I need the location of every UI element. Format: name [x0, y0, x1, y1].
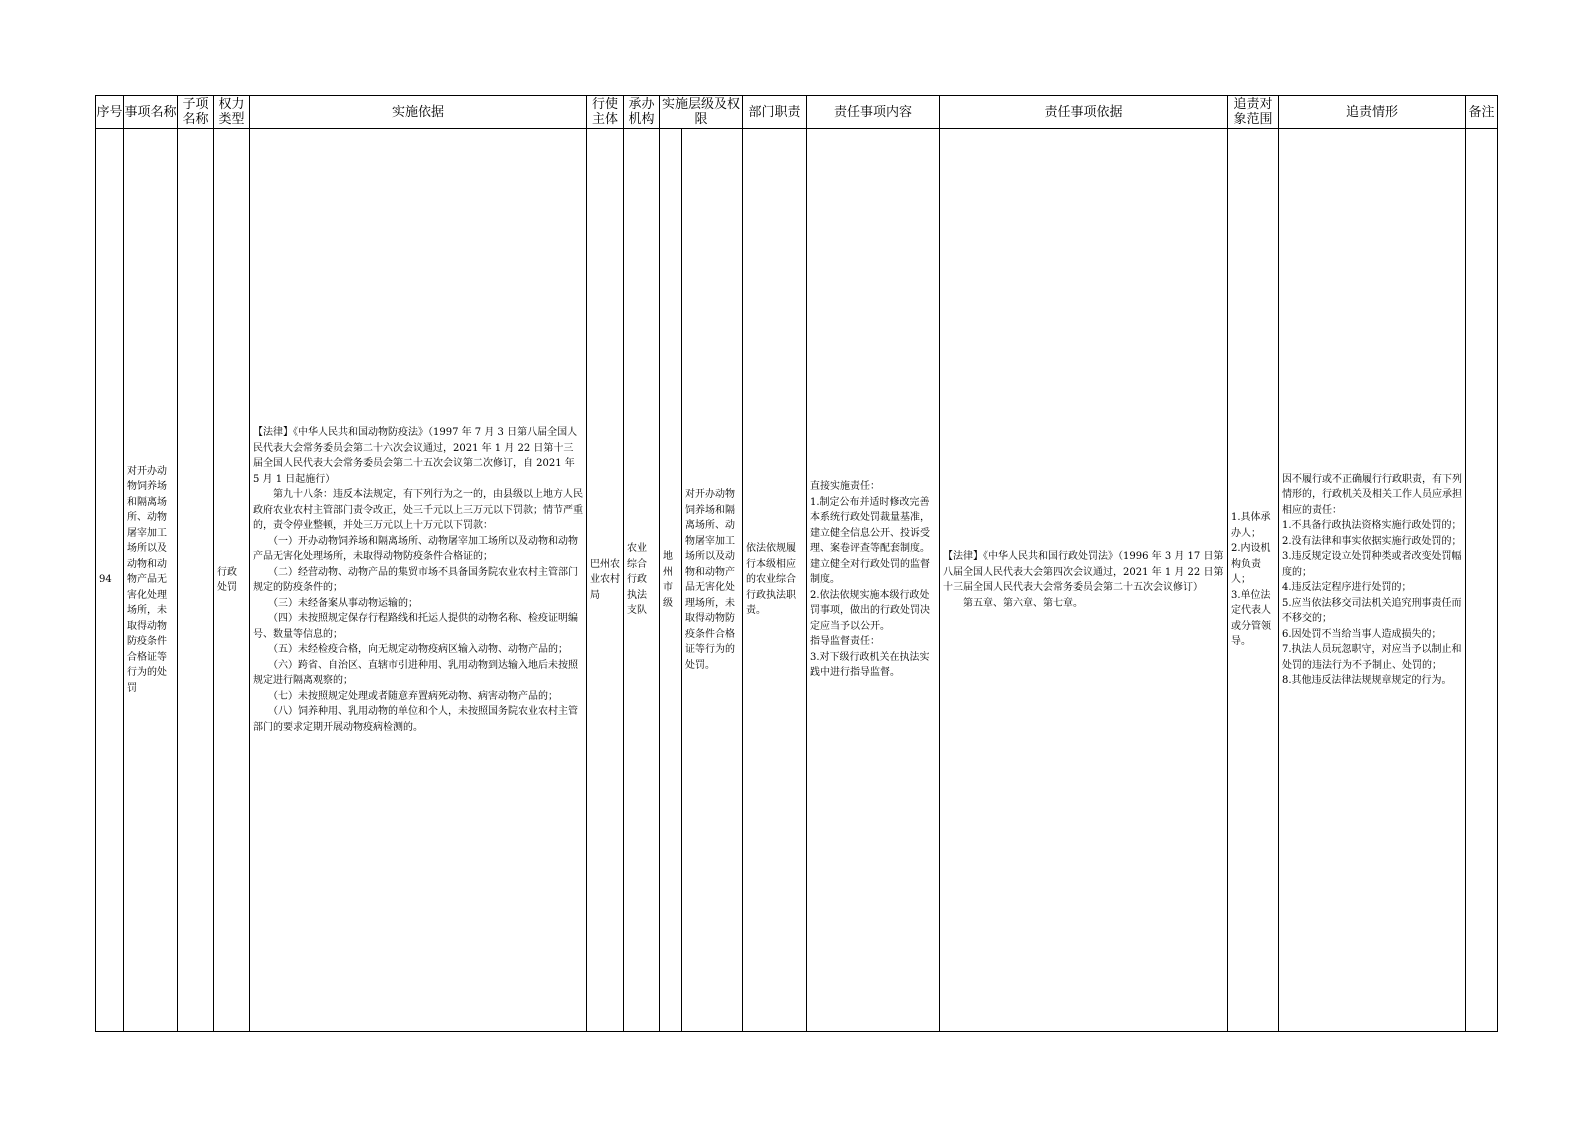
header-item-name: 事项名称: [124, 96, 178, 129]
cell-level-tier: 地州市级: [660, 129, 682, 1032]
cell-handler: 农业综合行政执法支队: [624, 129, 660, 1032]
cell-account-scope: 1.具体承办人； 2.内设机构负责人； 3.单位法定代表人或分管领导。: [1228, 129, 1279, 1032]
header-account-scope: 追责对象范围: [1228, 96, 1279, 129]
header-seq: 序号: [96, 96, 124, 129]
header-dept-duty: 部门职责: [743, 96, 807, 129]
header-resp-basis: 责任事项依据: [940, 96, 1228, 129]
cell-power-type: 行政处罚: [214, 129, 250, 1032]
header-subject: 行使主体: [587, 96, 624, 129]
cell-resp-content: 直接实施责任： 1.制定公布并适时修改完善本系统行政处罚裁量基准，建立健全信息公开、投诉受理、案卷评查等配套制度。建立健全对行政处罚的监督制度。 2.依法依规实施本级行政处罚事项，做出的行政处罚决定应当予以公开。 指导监督责任： 3.对下级行政机关在执法实践中进行指导监督。: [807, 129, 940, 1032]
cell-level-scope: 对开办动物饲养场和隔离场所、动物屠宰加工场所以及动物和动物产品无害化处理场所，未取得动物防疫条件合格证等行为的处罚。: [682, 129, 743, 1032]
cell-remarks: [1466, 129, 1498, 1032]
header-resp-content: 责任事项内容: [807, 96, 940, 129]
header-remarks: 备注: [1466, 96, 1498, 129]
table-row: [96, 129, 1498, 1032]
cell-sub-item: [178, 129, 214, 1032]
header-sub-item: 子项名称: [178, 96, 214, 129]
responsibility-table: [95, 95, 1498, 1032]
header-row: [96, 96, 1498, 129]
cell-dept-duty: 依法依规履行本级相应的农业综合行政执法职责。: [743, 129, 807, 1032]
header-account-cases: 追责情形: [1279, 96, 1466, 129]
header-handler: 承办机构: [624, 96, 660, 129]
cell-seq: 94: [96, 129, 124, 1032]
header-basis: 实施依据: [250, 96, 587, 129]
cell-resp-basis: 【法律】《中华人民共和国行政处罚法》（1996 年 3 月 17 日第八届全国人民代表大会第四次会议通过，2021 年 1 月 22 日第十三届全国人民代表大会常务委员会第二十五次会议修订） 第五章、第六章、第七章。: [940, 129, 1228, 1032]
header-power-type: 权力类型: [214, 96, 250, 129]
cell-subject: 巴州农业农村局: [587, 129, 624, 1032]
cell-basis: 【法律】《中华人民共和国动物防疫法》（1997 年 7 月 3 日第八届全国人民代表大会常务委员会第二十六次会议通过，2021 年 1 月 22 日第十三届全国人民代表大会常务委员会第二十五次会议第二次修订，自 2021 年 5 月 1 日起施行） 第九十八条：违反本法规定，有下列行为之一的，由县级以上地方人民政府农业农村主管部门责令改正，处三千元以上三万元以下罚款；情节严重的，责令停业整顿，并处三万元以上十万元以下罚款： （一）开办动物饲养场和隔离场所、动物屠宰加工场所以及动物和动物产品无害化处理场所，未取得动物防疫条件合格证的； （二）经营动物、动物产品的集贸市场不具备国务院农业农村主管部门规定的防疫条件的； （三）未经备案从事动物运输的； （四）未按照规定保存行程路线和托运人提供的动物名称、检疫证明编号、数量等信息的； （五）未经检疫合格，向无规定动物疫病区输入动物、动物产品的； （六）跨省、自治区、直辖市引进种用、乳用动物到达输入地后未按照规定进行隔离观察的； （七）未按照规定处理或者随意弃置病死动物、病害动物产品的； （八）饲养种用、乳用动物的单位和个人，未按照国务院农业农村主管部门的要求定期开展动物疫病检测的。: [250, 129, 587, 1032]
cell-account-cases: 因不履行或不正确履行行政职责，有下列情形的，行政机关及相关工作人员应承担相应的责任： 1.不具备行政执法资格实施行政处罚的； 2.没有法律和事实依据实施行政处罚的； 3.违反规定设立处罚种类或者改变处罚幅度的； 4.违反法定程序进行处罚的； 5.应当依法移交司法机关追究刑事责任而不移交的； 6.因处罚不当给当事人造成损失的； 7.执法人员玩忽职守，对应当予以制止和处罚的违法行为不予制止、处罚的； 8.其他违反法律法规规章规定的行为。: [1279, 129, 1466, 1032]
cell-item-name: 对开办动物饲养场和隔离场所、动物屠宰加工场所以及动物和动物产品无害化处理场所，未取得动物防疫条件合格证等行为的处罚: [124, 129, 178, 1032]
header-level: 实施层级及权限: [660, 96, 743, 129]
